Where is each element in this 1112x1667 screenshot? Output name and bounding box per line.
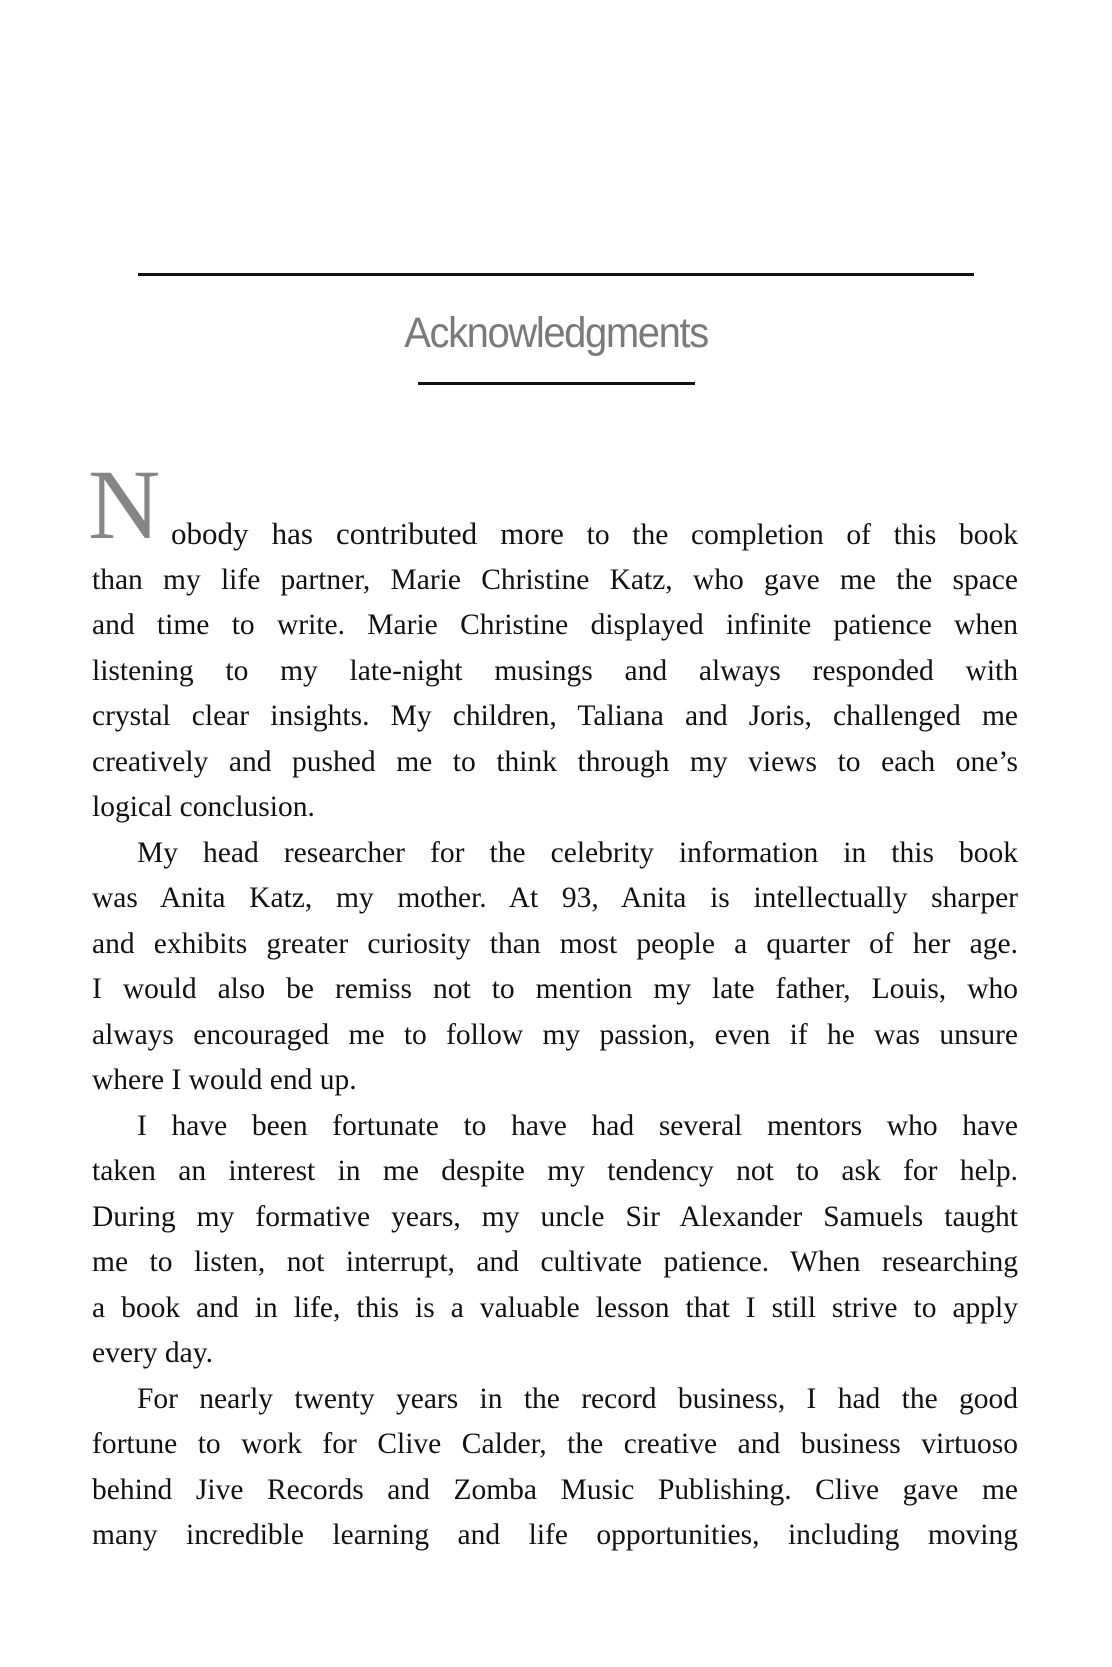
paragraph-line: My head researcher for the celebrity information in this book: [137, 837, 1018, 869]
paragraph-line: always encouraged me to follow my passion, even if he was unsure: [92, 1019, 1018, 1051]
paragraph-line: was Anita Katz, my mother. At 93, Anita is intellectually sharper: [92, 882, 1018, 914]
title-underline-rule: [418, 382, 695, 385]
paragraph-line: [171, 511, 1018, 557]
paragraph-line: every day.: [92, 1337, 213, 1369]
first-line-lead: obody has contributed more: [171, 516, 564, 551]
paragraph-line: For nearly twenty years in the record business, I had the good: [137, 1383, 1018, 1415]
paragraph-line: I have been fortunate to have had several mentors who have: [137, 1110, 1018, 1142]
drop-cap: N: [88, 449, 161, 560]
paragraph-line: creatively and pushed me to think through my views to each one’s: [92, 746, 1018, 778]
paragraph-line: logical conclusion.: [92, 791, 315, 823]
paragraph-line: where I would end up.: [92, 1064, 357, 1096]
paragraph-line: fortune to work for Clive Calder, the creative and business virtuoso: [92, 1428, 1018, 1460]
paragraph-line: crystal clear insights. My children, Taliana and Joris, challenged me: [92, 700, 1018, 732]
paragraph-line: and time to write. Marie Christine displayed infinite patience when: [92, 609, 1018, 641]
paragraph-line: than my life partner, Marie Christine Katz, who gave me the space: [92, 564, 1018, 596]
paragraph-line: During my formative years, my uncle Sir Alexander Samuels taught: [92, 1201, 1018, 1233]
paragraph-line: many incredible learning and life opportunities, including moving: [92, 1519, 1018, 1551]
top-rule: [138, 273, 974, 276]
paragraph-line: and exhibits greater curiosity than most people a quarter of her age.: [92, 928, 1018, 960]
paragraph-line: behind Jive Records and Zomba Music Publishing. Clive gave me: [92, 1474, 1018, 1506]
paragraph-line: taken an interest in me despite my tendency not to ask for help.: [92, 1155, 1018, 1187]
paragraph-line: I would also be remiss not to mention my late father, Louis, who: [92, 973, 1018, 1005]
paragraph-line: listening to my late-night musings and always responded with: [92, 655, 1018, 687]
paragraph-line: me to listen, not interrupt, and cultivate patience. When researching: [92, 1246, 1018, 1278]
first-line-rest: to the completion of this book: [563, 519, 1019, 551]
paragraph-line: a book and in life, this is a valuable lesson that I still strive to apply: [92, 1292, 1018, 1324]
page-title: Acknowledgments: [404, 309, 708, 357]
